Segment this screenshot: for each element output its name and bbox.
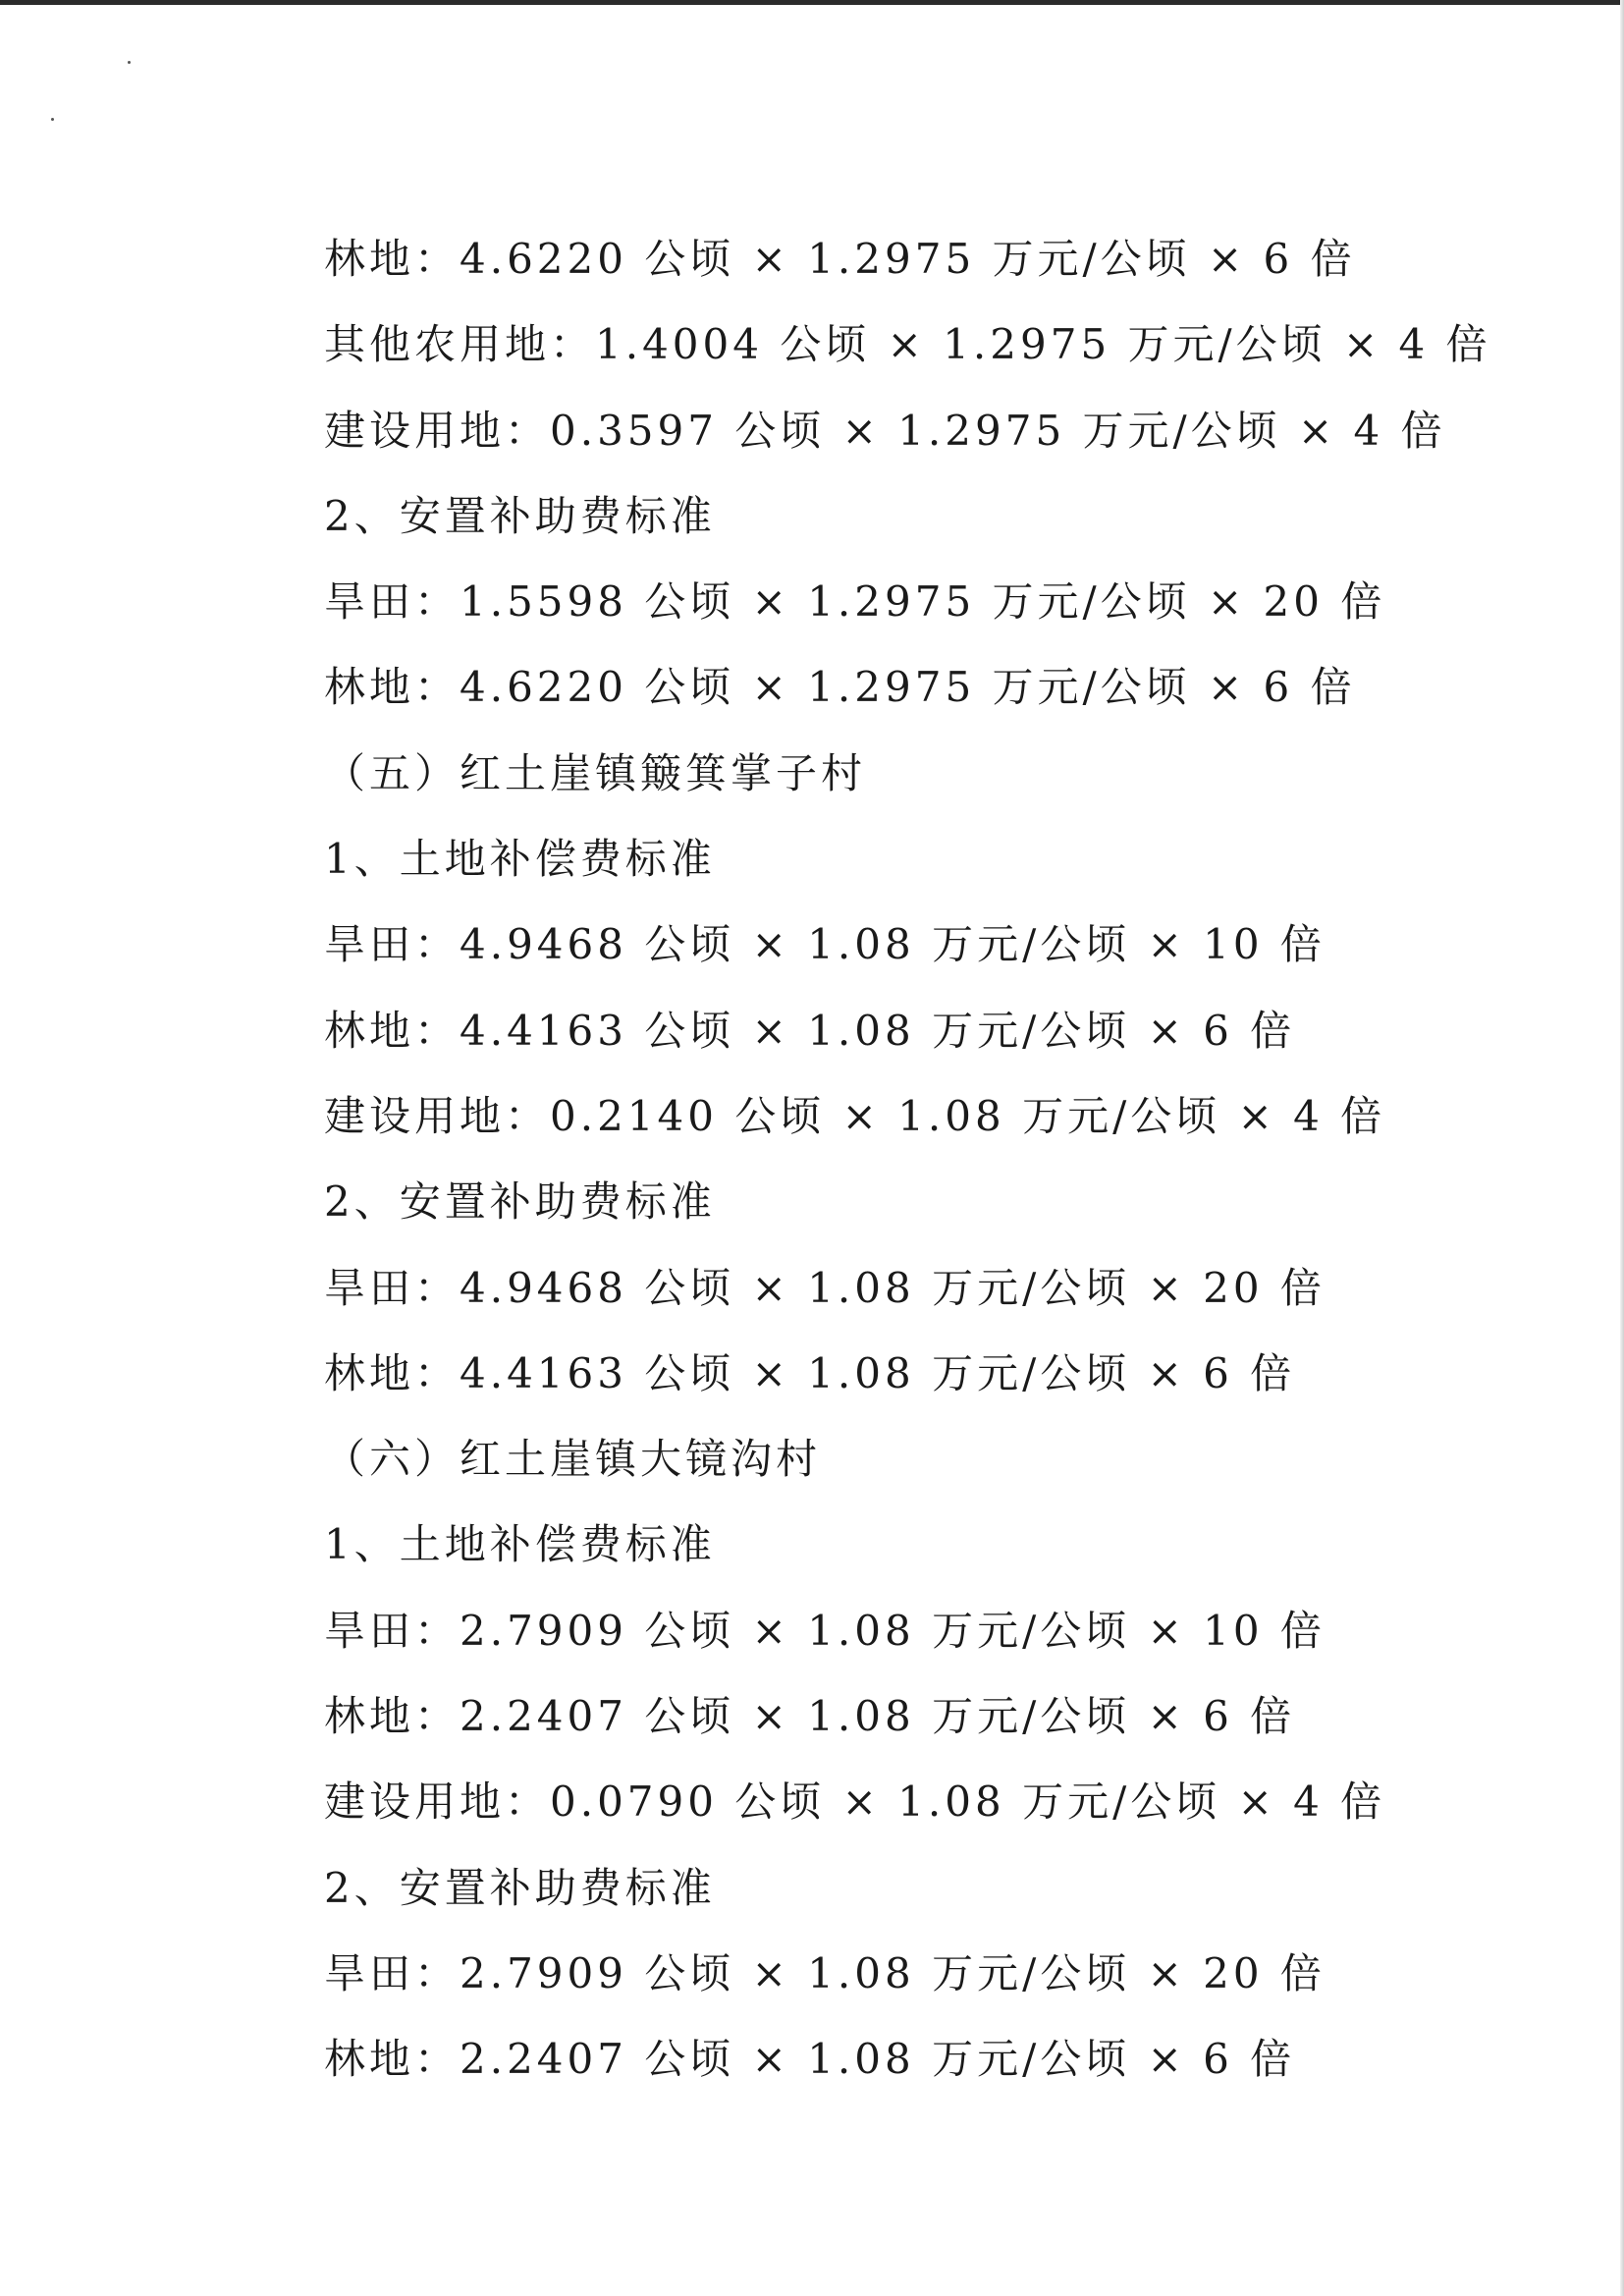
section-heading-village-6: （六）红土崖镇大镜沟村 bbox=[324, 1435, 822, 1484]
document-body bbox=[324, 224, 1502, 2110]
text-line-forest-land: 林地：4.6220 公顷 × 1.2975 万元/公顷 × 6 倍 bbox=[324, 663, 1356, 712]
text-line-forest-land: 林地：4.4163 公顷 × 1.08 万元/公顷 × 6 倍 bbox=[324, 1006, 1296, 1055]
text-line-other-farmland: 其他农用地：1.4004 公顷 × 1.2975 万元/公顷 × 4 倍 bbox=[324, 320, 1491, 369]
text-line-forest-land: 林地：2.2407 公顷 × 1.08 万元/公顷 × 6 倍 bbox=[324, 2035, 1296, 2084]
text-line-construction-land: 建设用地：0.2140 公顷 × 1.08 万元/公顷 × 4 倍 bbox=[324, 1091, 1386, 1140]
scan-top-edge bbox=[0, 0, 1624, 5]
scan-speck bbox=[128, 61, 131, 64]
subheading-resettlement-subsidy: 2、安置补助费标准 bbox=[324, 1863, 716, 1912]
text-line-forest-land: 林地：4.6220 公顷 × 1.2975 万元/公顷 × 6 倍 bbox=[324, 235, 1356, 283]
text-line-construction-land: 建设用地：0.0790 公顷 × 1.08 万元/公顷 × 4 倍 bbox=[324, 1777, 1386, 1827]
text-line-dry-field: 旱田：2.7909 公顷 × 1.08 万元/公顷 × 20 倍 bbox=[324, 1948, 1326, 1997]
text-line-dry-field: 旱田：1.5598 公顷 × 1.2975 万元/公顷 × 20 倍 bbox=[324, 577, 1386, 627]
text-line-dry-field: 旱田：4.9468 公顷 × 1.08 万元/公顷 × 10 倍 bbox=[324, 920, 1326, 969]
scan-speck bbox=[51, 118, 54, 121]
text-line-construction-land: 建设用地：0.3597 公顷 × 1.2975 万元/公顷 × 4 倍 bbox=[324, 406, 1446, 455]
text-line-forest-land: 林地：2.2407 公顷 × 1.08 万元/公顷 × 6 倍 bbox=[324, 1692, 1296, 1741]
section-heading-village-5: （五）红土崖镇簸箕掌子村 bbox=[324, 748, 867, 797]
subheading-resettlement-subsidy: 2、安置补助费标准 bbox=[324, 1177, 716, 1227]
text-line-forest-land: 林地：4.4163 公顷 × 1.08 万元/公顷 × 6 倍 bbox=[324, 1348, 1296, 1397]
text-line-dry-field: 旱田：2.7909 公顷 × 1.08 万元/公顷 × 10 倍 bbox=[324, 1606, 1326, 1655]
subheading-land-compensation: 1、土地补偿费标准 bbox=[324, 835, 716, 884]
text-line-dry-field: 旱田：4.9468 公顷 × 1.08 万元/公顷 × 20 倍 bbox=[324, 1263, 1326, 1312]
scan-right-edge bbox=[1620, 0, 1624, 2296]
subheading-land-compensation: 1、土地补偿费标准 bbox=[324, 1520, 716, 1569]
subheading-resettlement-subsidy: 2、安置补助费标准 bbox=[324, 491, 716, 540]
